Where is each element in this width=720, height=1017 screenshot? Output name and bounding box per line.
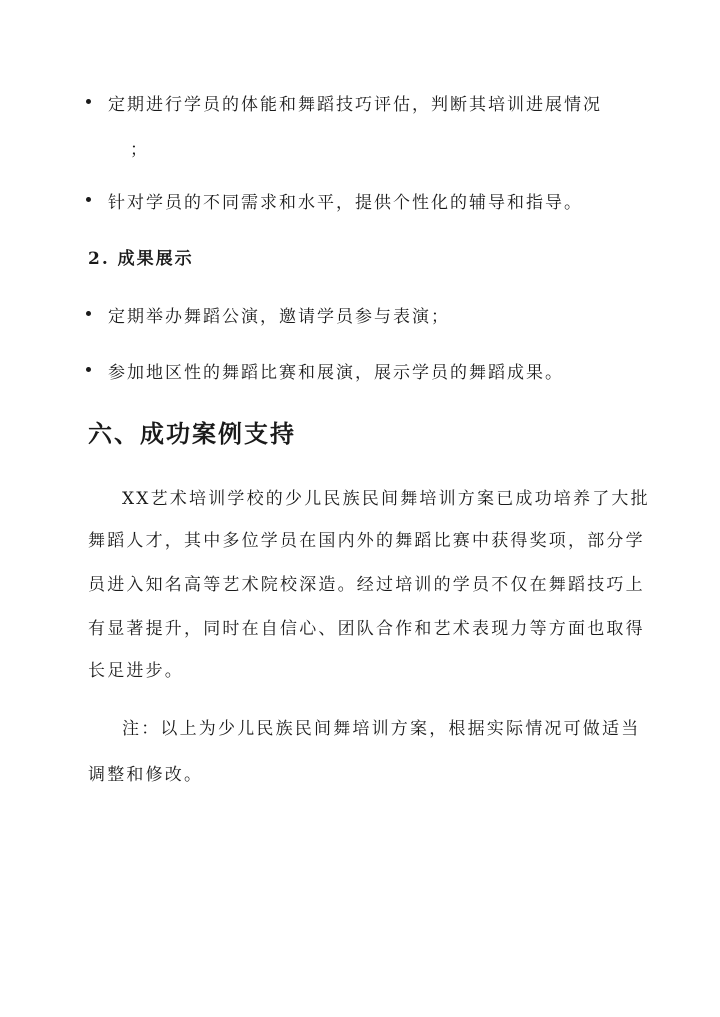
list-item-text: 定期举办舞蹈公演，邀请学员参与表演； xyxy=(108,307,450,327)
section-title: 六、成功案例支持 xyxy=(88,419,296,448)
note-line: 调整和修改。 xyxy=(88,765,204,785)
paragraph-line: XX艺术培训学校的少儿民族民间舞培训方案已成功培养了大批 xyxy=(122,489,650,509)
paragraph-line: 有显著提升，同时在自信心、团队合作和艺术表现力等方面也取得 xyxy=(88,619,645,639)
list-item xyxy=(108,90,668,115)
list-item-text: 定期进行学员的体能和舞蹈技巧评估，判断其培训进展情况 xyxy=(108,95,602,115)
paragraph-line: 长足进步。 xyxy=(88,661,184,681)
bullet-icon xyxy=(86,311,91,316)
paragraph-line: 员进入知名高等艺术院校深造。经过培训的学员不仅在舞蹈技巧上 xyxy=(88,575,645,595)
list-item-text: 参加地区性的舞蹈比赛和展演，展示学员的舞蹈成果。 xyxy=(108,363,564,383)
bullet-icon xyxy=(86,99,91,104)
list-item-continuation: ； xyxy=(130,140,147,160)
list-item-text: 针对学员的不同需求和水平，提供个性化的辅导和指导。 xyxy=(108,193,583,213)
list-item xyxy=(108,358,668,383)
list-item xyxy=(108,188,668,213)
bullet-icon xyxy=(86,197,91,202)
bullet-icon xyxy=(86,367,91,372)
list-item xyxy=(108,302,668,327)
subsection-title: 2. 成果展示 xyxy=(88,249,194,269)
note-line: 注：以上为少儿民族民间舞培训方案，根据实际情况可做适当 xyxy=(122,719,641,739)
paragraph-line: 舞蹈人才，其中多位学员在国内外的舞蹈比赛中获得奖项，部分学 xyxy=(88,531,645,551)
